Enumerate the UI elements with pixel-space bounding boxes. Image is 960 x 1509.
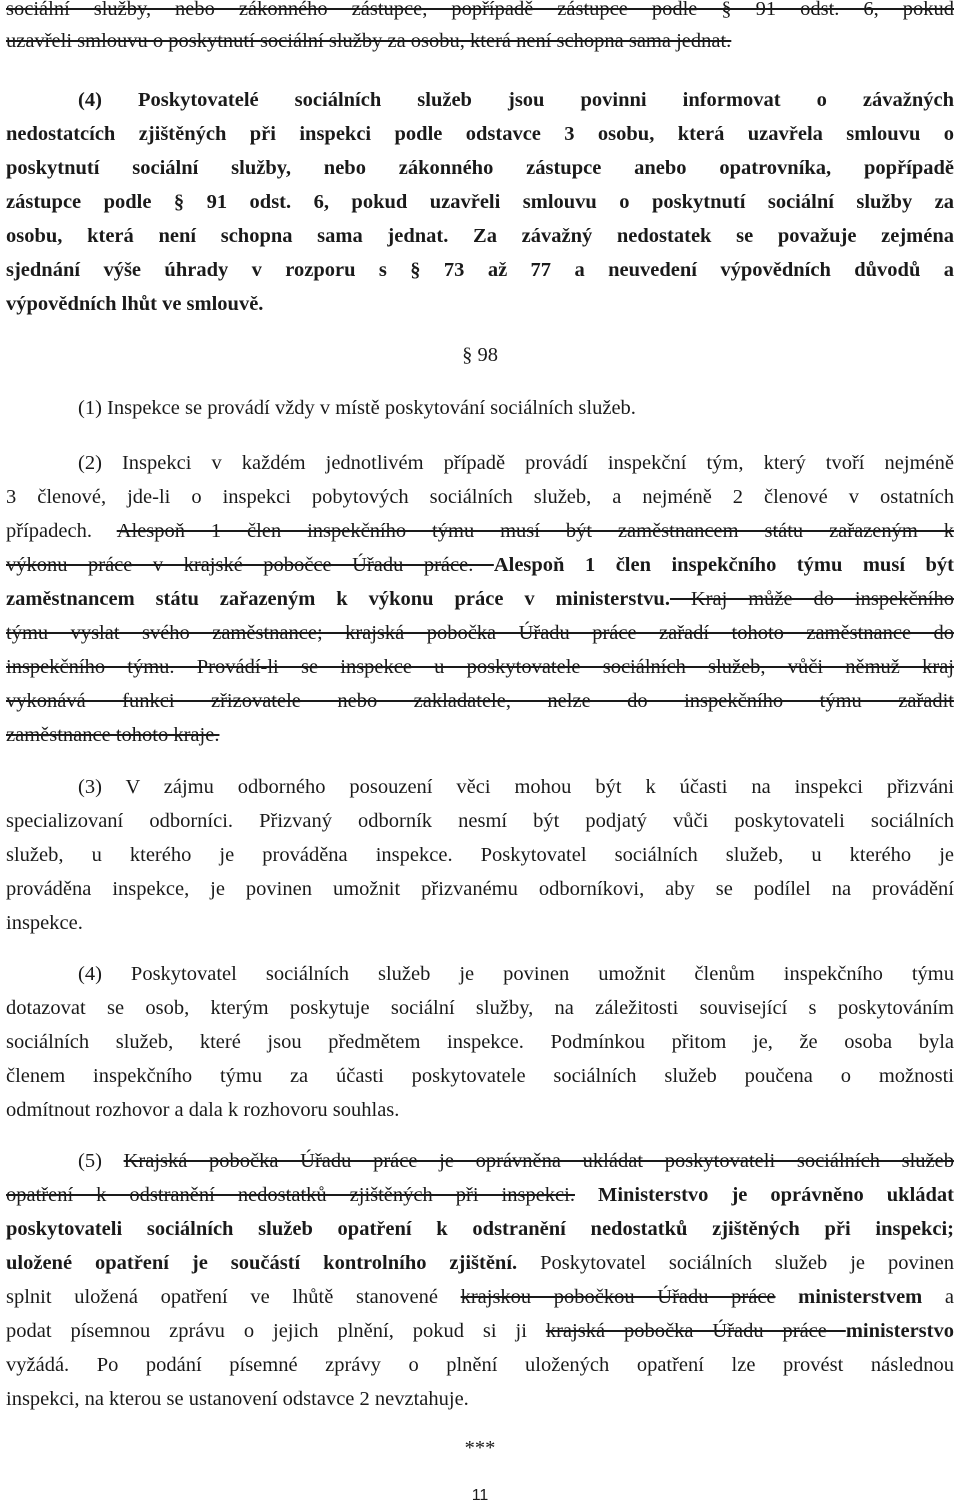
carryover-line-1: sociální služby, nebo zákonného zástupce, popřípadě zástupce podle § 91 odst. 6, pokud bbox=[6, 0, 954, 20]
bold-line: poskytovateli sociálních služeb opatření k odstranění nedostatků zjištěných při inspekci; bbox=[6, 1218, 954, 1240]
struck-text: Alespoň 1 člen inspekčního týmu musí být zaměstnancem státu zařazeným k bbox=[116, 520, 954, 542]
bold-text: uložené opatření je součástí kontrolního zjištění. bbox=[6, 1252, 518, 1274]
text-line: sjednání výše úhrady v rozporu s § 73 až 77 a neuvedení výpovědních důvodů a bbox=[6, 259, 954, 281]
text-line: (4) Poskytovatel sociálních služeb je povinen umožnit členům inspekčního týmu bbox=[78, 963, 954, 985]
text-line bbox=[6, 221, 954, 251]
text-line: dotazovat se osob, kterým poskytuje sociální služby, na záležitosti související s poskytováním bbox=[6, 997, 954, 1019]
text-line: sociálních služeb, které jsou předmětem inspekce. Podmínkou přitom je, že osoba byla bbox=[6, 1031, 954, 1053]
text-line: inspekci, na kterou se ustanovení odstavce 2 nevztahuje. bbox=[6, 1388, 469, 1410]
text-line: služeb, u kterého je prováděna inspekce. Poskytovatel sociálních služeb, u kterého je bbox=[6, 844, 954, 866]
text-line: (3) V zájmu odborného posouzení věci mohou být k účasti na inspekci přizváni bbox=[78, 776, 954, 798]
text-line: 3 členové, jde-li o inspekci pobytových sociálních služeb, a nejméně 2 členové v ostatních bbox=[6, 486, 954, 508]
text-fragment: Za závažný nedostatek se považuje zejména bbox=[448, 225, 954, 247]
text-line bbox=[6, 584, 954, 614]
text-line: specializovaní odborníci. Přizvaný odborník nesmí být podjatý vůči poskytovateli sociálních bbox=[6, 810, 954, 832]
struck-text: Kraj může do inspekčního bbox=[669, 588, 954, 610]
text-line: (2) Inspekci v každém jednotlivém případě provádí inspekční tým, který tvoří nejméně bbox=[78, 452, 954, 474]
text-line: výpovědních lhůt ve smlouvě. bbox=[6, 293, 264, 315]
text-line: inspekce. bbox=[6, 912, 83, 934]
text-fragment: podat písemnou zprávu o jejich plnění, pokud si ji bbox=[6, 1320, 546, 1342]
text-line: prováděna inspekce, je povinen umožnit přizvanému odborníkovi, aby se podílel na provádění bbox=[6, 878, 954, 900]
text-line: vyžádá. Po podání písemné zprávy o plnění uložených opatření lze provést následnou bbox=[6, 1354, 954, 1376]
text-line bbox=[6, 1180, 954, 1210]
text-line: nedostatcích zjištěných při inspekci podle odstavce 3 osobu, která uzavřela smlouvu o bbox=[6, 123, 954, 145]
text-line: členem inspekčního týmu za účasti poskytovatele sociálních služeb poučena o možnosti bbox=[6, 1065, 954, 1087]
section-heading: § 98 bbox=[462, 344, 498, 366]
struck-line: vykonává funkci zřizovatele nebo zakladatele, nelze do inspekčního týmu zařadit bbox=[6, 690, 954, 712]
text-fragment: případech. bbox=[6, 520, 117, 542]
bold-text: Ministerstvo je oprávněno ukládat bbox=[574, 1184, 955, 1206]
text-fragment: Poskytovatel sociálních služeb je povinen bbox=[517, 1252, 954, 1274]
text-fragment: splnit uložená opatření ve lhůtě stanovené bbox=[6, 1286, 461, 1308]
text-fragment: osobu, která není schopna sama jednat. bbox=[6, 225, 449, 247]
struck-line: týmu vyslat svého zaměstnance; krajská pobočka Úřadu práce zařadí tohoto zaměstnance do bbox=[6, 622, 954, 644]
paragraph-1: (1) Inspekce se provádí vždy v místě poskytování sociálních služeb. bbox=[78, 397, 636, 419]
text-line: zástupce podle § 91 odst. 6, pokud uzavřeli smlouvu o poskytnutí sociální služby za bbox=[6, 191, 954, 213]
struck-line: inspekčního týmu. Provádí-li se inspekce u poskytovatele sociálních služeb, vůči němuž kraj bbox=[6, 656, 954, 678]
bold-text: Alespoň 1 člen inspekčního týmu musí být bbox=[493, 554, 954, 576]
text-line: (4) Poskytovatelé sociálních služeb jsou povinni informovat o závažných bbox=[78, 89, 954, 111]
text-line: poskytnutí sociální služby, nebo zákonného zástupce anebo opatrovníka, popřípadě bbox=[6, 157, 954, 179]
text-line bbox=[6, 1146, 954, 1176]
text-line bbox=[6, 550, 954, 580]
text-line bbox=[6, 516, 954, 546]
text-line: odmítnout rozhovor a dala k rozhovoru souhlas. bbox=[6, 1099, 400, 1121]
struck-text: Krajská pobočka Úřadu práce je oprávněna ukládat poskytovateli sociálních služeb bbox=[123, 1150, 955, 1172]
bold-text: zaměstnancem státu zařazeným k výkonu práce v ministerstvu. bbox=[6, 588, 670, 610]
page-number: 11 bbox=[471, 1487, 489, 1504]
struck-text: krajskou pobočkou Úřadu práce bbox=[460, 1286, 776, 1308]
struck-text: krajská pobočka Úřadu práce bbox=[545, 1320, 846, 1342]
struck-text: výkonu práce v krajské pobočce Úřadu práce. bbox=[6, 554, 494, 576]
text-fragment: a bbox=[922, 1286, 954, 1308]
struck-text: opatření k odstranění nedostatků zjištěných při inspekci. bbox=[6, 1184, 575, 1206]
bold-text: ministerstvem bbox=[775, 1286, 923, 1308]
text-line bbox=[6, 1248, 954, 1278]
struck-line: zaměstnance tohoto kraje. bbox=[6, 724, 220, 746]
bold-text: ministerstvo bbox=[845, 1320, 954, 1342]
text-line bbox=[6, 1316, 954, 1346]
separator-asterisks: *** bbox=[464, 1437, 496, 1459]
text-fragment: (5) bbox=[78, 1150, 124, 1172]
carryover-line-2: uzavřeli smlouvu o poskytnutí sociální služby za osobu, která není schopna sama jednat. bbox=[6, 30, 732, 52]
text-line bbox=[6, 1282, 954, 1312]
